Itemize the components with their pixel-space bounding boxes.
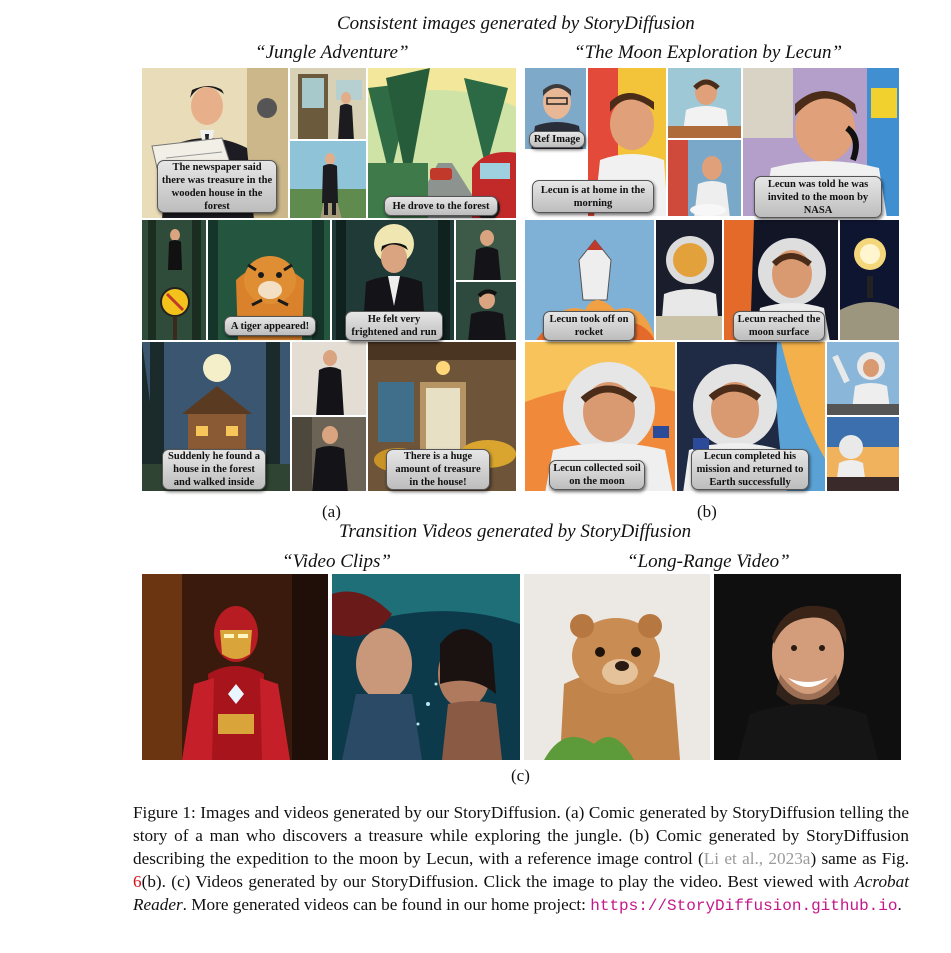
- caption-after-ref: (b). (c) Videos generated by our StoryDiffusion. Click the image to play the video. Best viewed with: [141, 872, 855, 891]
- figure-caption: [133, 801, 909, 918]
- man-trees-image-2: [456, 282, 517, 341]
- caption-drove: He drove to the forest: [384, 196, 498, 216]
- panel-breakfast-2: [667, 139, 742, 217]
- man-suit-image: [292, 342, 367, 416]
- caption-newspaper: The newspaper said there was treasure in the wooden house in the forest: [157, 160, 277, 213]
- wave-crowd-image: [827, 342, 900, 416]
- caption-frightened: He felt very frightened and run: [345, 311, 443, 341]
- caption-prefix: Figure 1: Images and videos generated by our StoryDiffusion. (a) Comic generated by StoryDiffusion telling the story of a man who discovers a treasure while exploring the jungle. (b) Comic generated by StoryDiffusion describing the expedition to the moon by Lecun, with a reference image control (: [133, 803, 909, 868]
- caption-rocket: Lecun took off on rocket: [543, 311, 635, 341]
- figure-top-heading: Consistent images generated by StoryDiffusion: [337, 13, 695, 34]
- caption-nasa: Lecun was told he was invited to the moon by NASA: [754, 176, 882, 218]
- smiling-man-video-thumbnail: [714, 574, 901, 760]
- panel-door-walk: [289, 67, 367, 140]
- caption-completed: Lecun completed his mission and returned to Earth successfully: [691, 449, 809, 490]
- panel-man-suit-2: [291, 416, 367, 492]
- citation-link[interactable]: Li et al., 2023a: [703, 849, 811, 868]
- comic-a-title: “Jungle Adventure”: [255, 42, 409, 63]
- breakfast-image: [668, 68, 742, 139]
- panel-man-trees-1: [455, 219, 517, 281]
- video-iron-suit[interactable]: [142, 574, 328, 760]
- panel-man-suit-1: [291, 341, 367, 416]
- bear-video-thumbnail: [524, 574, 710, 760]
- caption-ref-image: Ref Image: [529, 131, 585, 148]
- crowd-cheer-image: [827, 417, 900, 492]
- underwater-video-thumbnail: [332, 574, 520, 760]
- panel-moon-landscape: [839, 219, 900, 341]
- panel-crowd-cheer: [826, 416, 900, 492]
- caption-tiger: A tiger appeared!: [224, 316, 316, 336]
- caption-after-reader: . More generated videos can be found in our home project:: [182, 895, 591, 914]
- video-bear[interactable]: [524, 574, 710, 760]
- label-b: (b): [697, 502, 717, 521]
- moon-landscape-image: [840, 220, 900, 341]
- man-trees-image: [456, 220, 517, 281]
- panel-breakfast-1: [667, 67, 742, 139]
- walking-scene-image: [290, 141, 367, 219]
- caption-house: Suddenly he found a house in the forest and walked inside: [162, 449, 266, 490]
- video-underwater-couple[interactable]: [332, 574, 520, 760]
- video-smiling-man[interactable]: [714, 574, 901, 760]
- caption-soil: Lecun collected soil on the moon: [549, 460, 645, 490]
- project-url-link[interactable]: https://StoryDiffusion.github.io: [590, 897, 898, 915]
- man-suit-image-2: [292, 417, 367, 492]
- video-heading: Transition Videos generated by StoryDiffusion: [339, 521, 692, 542]
- door-scene-image: [290, 68, 367, 140]
- caption-mid: ) same as Fig.: [810, 849, 909, 868]
- panel-wave-crowd: [826, 341, 900, 416]
- iron-suit-video-thumbnail: [142, 574, 328, 760]
- video-clips-title: “Video Clips”: [282, 551, 391, 572]
- figure-ref-link[interactable]: 6: [133, 872, 142, 891]
- label-a: (a): [322, 502, 341, 521]
- label-c: (c): [511, 766, 530, 785]
- breakfast-image-2: [668, 140, 742, 217]
- caption-treasure: There is a huge amount of treasure in the house!: [386, 449, 490, 490]
- panel-man-trees-2: [455, 281, 517, 341]
- panel-man-forest-sign: [141, 219, 207, 341]
- caption-home-morning: Lecun is at home in the morning: [532, 180, 654, 213]
- acrobat-reader-text: Acrobat Reader: [133, 872, 909, 914]
- long-range-title: “Long-Range Video”: [627, 551, 790, 572]
- caption-moon-surface: Lecun reached the moon surface: [733, 311, 825, 341]
- panel-walking-road: [289, 140, 367, 219]
- forest-sign-scene-image: [142, 220, 207, 341]
- comic-b-title: “The Moon Exploration by Lecun”: [574, 42, 843, 63]
- caption-end: .: [897, 895, 902, 914]
- astronaut-helmet-image: [656, 220, 723, 341]
- panel-astronaut-helmet: [655, 219, 723, 341]
